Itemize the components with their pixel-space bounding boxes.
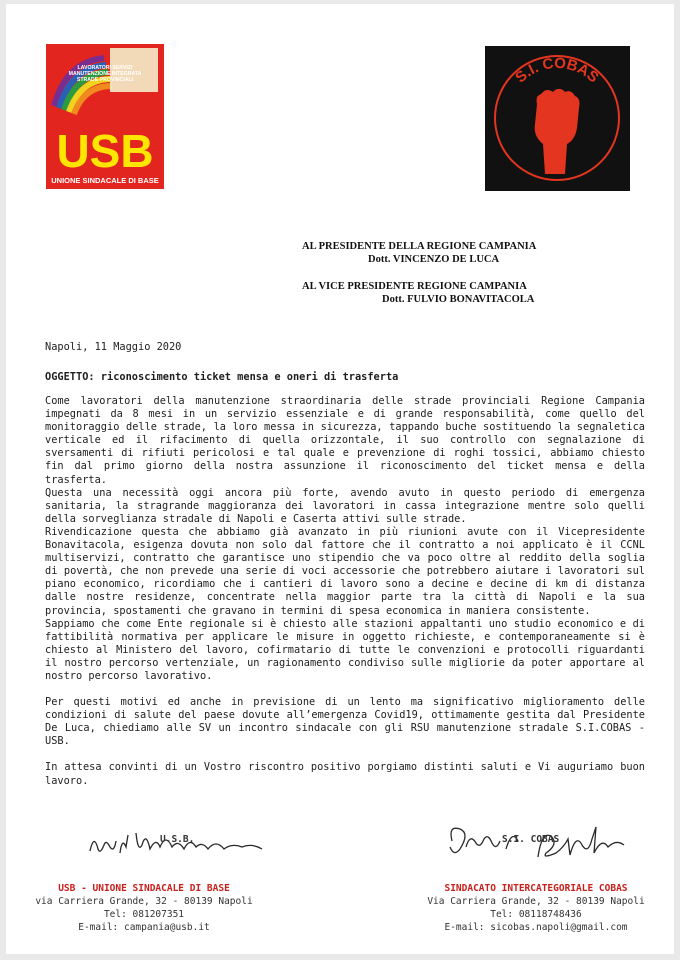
footer-org: USB - UNIONE SINDACALE DI BASE: [58, 883, 230, 894]
footer-org: SINDACATO INTERCATEGORIALE COBAS: [444, 883, 628, 894]
body-paragraph: Questa una necessità oggi ancora più forte, avendo avuto in questo periodo di emergenza sanitaria, la stragrande maggioranza dei lavoratori in cassa integrazione mentre solo quelli della sorveglianza stradale di Napoli e Caserta attivi sulle strade.: [45, 486, 645, 525]
signature-area: [6, 819, 674, 954]
recipient-vice-president: [302, 280, 622, 306]
cobas-signature-label: S.I. COBAS: [502, 834, 560, 845]
letter-body: [45, 395, 645, 788]
body-paragraph: Sappiamo che come Ente regionale si è chiesto alle stazioni appaltanti uno studio economico e di fattibilità normativa per applicare le misure in oggetto richieste, e contemporaneamente si è chiesto al Ministero del lavoro, cofirmatario di tutte le convenzioni e protocolli riguardanti il nostro percorso vertenziale, un ragionamento condiviso sulle migliorie da poter apportare al nostro percorso lavorativo.: [45, 617, 645, 682]
recipient-name: Dott. FULVIO BONAVITACOLA: [382, 294, 535, 305]
body-paragraph: In attesa convinti di un Vostro riscontro positivo porgiamo distinti saluti e Vi auguriamo buon lavoro.: [45, 761, 645, 787]
footer-cobas: [386, 882, 680, 934]
footer-address: Via Carriera Grande, 32 - 80139 Napoli: [427, 896, 645, 907]
body-paragraph: Rivendicazione questa che abbiamo già avanzato in più riunioni avute con il Vicepresidente Bonavitacola, esigenza dovuta non solo dal fattore che il contratto a noi applicato è il CCNL multiservizi, contratto che garantisce uno stipendio che va poco oltre al reddito della soglia di povertà, che non prevede una serie di voci accessorie che potrebbero aiutare i lavoratori sul piano economico, ricordiamo che i cantieri di lavoro sono a decine e decine di km di distanza dalle nostre residenze, concentrate nella maggior parte tra la città di Napoli e la sua provincia, spostamenti che gravano in termini di spesa economica in maniera consistente.: [45, 525, 645, 617]
footer-tel: Tel: 08118748436: [490, 909, 582, 920]
recipient-name: Dott. VINCENZO DE LUCA: [368, 254, 500, 265]
recipient-title: AL VICE PRESIDENTE REGIONE CAMPANIA: [302, 281, 527, 292]
recipients-block: [302, 240, 622, 320]
raised-fist-icon: [535, 89, 580, 174]
body-paragraph: Per questi motivi ed anche in previsione di un lento ma significativo miglioramento delle condizioni di salute del paese dovute all’emergenza Covid19, ottimamente gestita dal Presidente De Luca, chiediamo alle SV un incontro sindacale con gli RSU manutenzione stradale S.I.COBAS - USB.: [45, 696, 645, 748]
footer-usb: [0, 882, 294, 934]
usb-logo-acronym: USB: [56, 125, 154, 177]
cobas-logo: [485, 46, 630, 191]
cobas-logo-text: S.I. COBAS: [512, 54, 602, 87]
usb-logo-line-1: LAVORATORI SERVIZI: [77, 65, 133, 71]
letter-subject: OGGETTO: riconoscimento ticket mensa e oneri di trasferta: [45, 371, 399, 383]
recipient-title: AL PRESIDENTE DELLA REGIONE CAMPANIA: [302, 241, 537, 252]
footer-email: E-mail: campania@usb.it: [78, 922, 210, 933]
usb-signature-label: U.S.B.: [160, 834, 195, 845]
recipient-president: [302, 240, 622, 266]
body-paragraph: Come lavoratori della manutenzione straordinaria delle strade provinciali Regione Campania impegnati da 8 mesi in un servizio essenziale e di grande responsabilità, come quello del monitoraggio delle strade, la loro messa in sicurezza, tappando buche sostituendo la segnaletica verticale ed il rifacimento di quella orizzontale, il suo controllo con segnalazione di sversamenti di rifiuti pericolosi e tal quale e prevenzione di roghi tossici, abbiamo chiesto fin dal primo giorno della nostra assunzione il riconoscimento del ticket mensa e della trasferta.: [45, 395, 645, 486]
usb-logo: [46, 44, 164, 189]
footer-email: E-mail: sicobas.napoli@gmail.com: [444, 922, 628, 933]
footer-address: via Carriera Grande, 32 - 80139 Napoli: [35, 896, 253, 907]
usb-logo-line-3: STRADE PROVINCIALI: [76, 77, 134, 83]
letter-date: Napoli, 11 Maggio 2020: [45, 341, 182, 353]
usb-logo-line-2: MANUTENZIONE INTEGRATA: [68, 71, 142, 77]
usb-logo-fullname: UNIONE SINDACALE DI BASE: [51, 176, 159, 185]
letter-page: [6, 4, 674, 954]
footer-tel: Tel: 081207351: [103, 909, 185, 920]
